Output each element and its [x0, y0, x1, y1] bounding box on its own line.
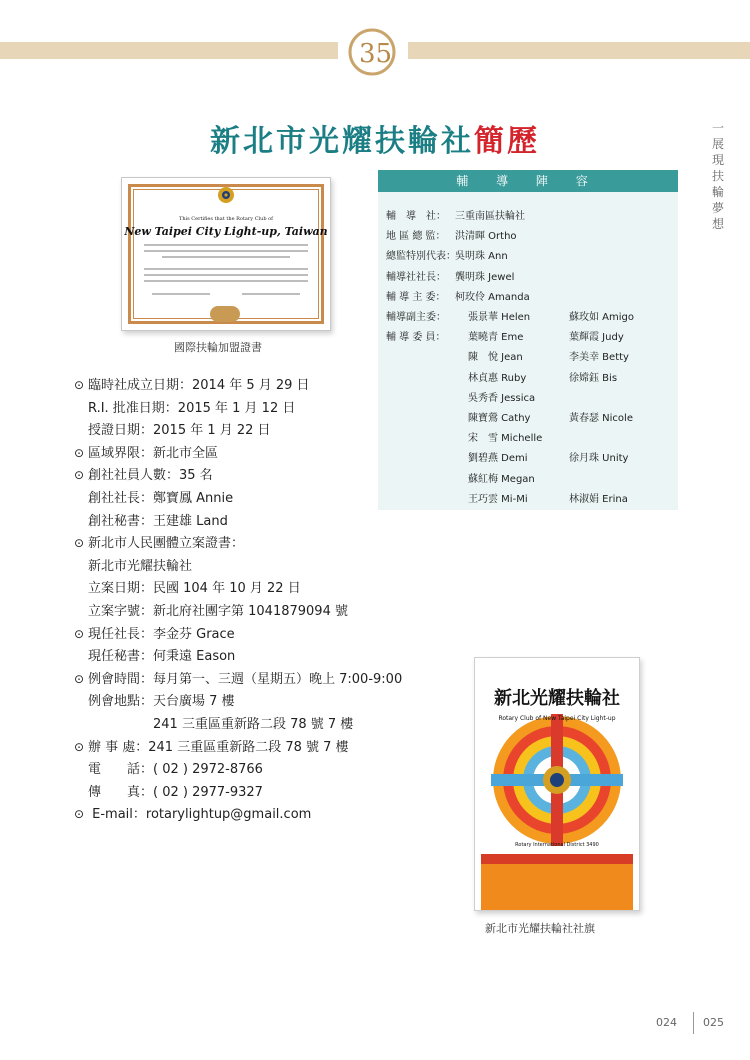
club-info-row	[74, 668, 402, 687]
club-flag-image	[474, 657, 640, 911]
advisor-name: 林貞惠 Ruby	[468, 372, 527, 384]
advisor-role-label: 輔導副主委：	[386, 312, 446, 323]
advisor-role-label: 輔導社社長：	[386, 271, 446, 283]
club-info-text: 立案字號：新北府社團字第 1041879094 號	[88, 604, 348, 619]
club-info-row	[74, 374, 310, 393]
svg-text:Rotary Club of New Taipei City: Rotary Club of New Taipei City Light-up	[498, 715, 616, 722]
advisor-name: 陳 悅 Jean	[468, 352, 523, 364]
advisor-name: 柯玫伶 Amanda	[455, 291, 530, 303]
bullet-icon: ⊙	[74, 626, 85, 641]
bullet-icon: ⊙	[74, 445, 85, 460]
advisors-heading: 輔 導 陣 容	[378, 170, 678, 192]
advisor-name: 林淑娟 Erina	[569, 493, 628, 505]
rotary-wheel-icon	[217, 186, 235, 204]
side-tab-char: 想	[711, 217, 724, 231]
anniversary-35-logo	[336, 20, 408, 82]
svg-text:Rotary International District: Rotary International District 3490	[515, 842, 599, 848]
side-tab-char: 扶	[711, 169, 724, 183]
club-info-text: 現任秘書：何秉遠 Eason	[88, 649, 236, 665]
club-info-row	[74, 736, 349, 755]
club-info-text: 立案日期：民國 104 年 10 月 22 日	[88, 581, 301, 597]
club-info-text: 創社社員人數：35 名	[88, 468, 213, 484]
header-band-left	[0, 42, 338, 59]
club-info-text: 區域界限：新北市全區	[88, 445, 219, 461]
advisor-name: 三重南區扶輪社	[455, 211, 525, 222]
advisor-name: 葉曉青 Eme	[468, 332, 524, 344]
club-info-row	[74, 442, 218, 461]
club-info-row	[74, 464, 213, 483]
bullet-icon: ⊙	[74, 536, 85, 551]
advisor-name: 蘇玫如 Amigo	[569, 312, 635, 323]
advisor-name: 陳寶鶯 Cathy	[468, 413, 531, 424]
advisor-name: 王巧雲 Mi-Mi	[468, 493, 528, 505]
club-info-row	[88, 577, 301, 596]
bullet-icon: ⊙	[74, 468, 85, 483]
header-band-right	[408, 42, 750, 59]
page-number-right: 025	[703, 1016, 724, 1029]
club-info-text: E-mail：rotarylightup@gmail.com	[88, 807, 312, 823]
advisor-role-label: 地 區 總 監：	[386, 231, 446, 243]
certificate-line1: This Certifies that the Rotary Club of	[179, 216, 273, 222]
club-info-text: 新北市人民團體立案證書：	[88, 536, 245, 552]
club-info-row	[88, 645, 235, 664]
svg-text:35: 35	[359, 39, 393, 69]
advisor-name: 張景華 Helen	[468, 312, 531, 323]
advisor-name: 黃春瑟 Nicole	[569, 413, 633, 424]
club-info-row	[88, 419, 271, 438]
bullet-icon: ⊙	[74, 378, 85, 392]
certificate-caption: 國際扶輪加盟證書	[174, 341, 262, 354]
certificate-club-name: New Taipei City Light-up, Taiwan	[124, 225, 328, 238]
rotary-certificate-image	[121, 177, 331, 331]
advisor-name: 徐嫦鈺 Bis	[569, 372, 618, 384]
club-info-row	[74, 623, 235, 642]
advisor-name: 龔明珠 Jewel	[455, 271, 515, 283]
club-info-text: 現任社長：李金芬 Grace	[88, 626, 235, 642]
club-info-text: 例會時間：每月第一、三週（星期五）晚上 7:00-9:00	[88, 671, 403, 687]
club-info-text: 新北市光耀扶輪社	[88, 558, 193, 574]
club-info-text: 創社社長：鄭寶鳳 Annie	[88, 491, 234, 506]
certificate-seal	[210, 306, 240, 322]
club-info-text: 例會地點：天台廣場 7 樓	[88, 694, 235, 710]
club-info-row	[88, 510, 228, 529]
flag-caption: 新北市光耀扶輪社社旗	[485, 922, 595, 935]
bullet-icon: ⊙	[74, 807, 85, 822]
side-tab-char: 現	[711, 153, 724, 167]
advisor-role-label: 輔 導 委 員：	[386, 332, 446, 344]
title-history: 簡歷	[474, 124, 540, 159]
advisor-name: 劉碧燕 Demi	[468, 453, 528, 465]
side-tab-char: 一	[711, 121, 724, 135]
club-info-row	[88, 713, 353, 732]
advisor-role-label: 輔 導 社：	[386, 211, 446, 222]
advisor-name: 吳秀香 Jessica	[468, 392, 536, 404]
advisor-name: 洪清暉 Ortho	[455, 231, 517, 243]
page-title	[0, 116, 750, 160]
side-tab-char: 夢	[711, 201, 724, 215]
advisor-name: 葉輝霞 Judy	[569, 332, 624, 344]
advisor-role-label: 總監特別代表：	[386, 251, 456, 263]
club-flag-graphic	[475, 658, 639, 910]
club-info-text: 傳 真：( 02 ) 2977-9327	[88, 784, 263, 800]
page-number-divider	[693, 1012, 694, 1034]
club-info-text: 241 三重區重新路二段 78 號 7 樓	[88, 717, 354, 732]
club-info-text: 創社秘書：王建雄 Land	[88, 513, 228, 529]
side-tab-char: 輪	[711, 185, 724, 199]
club-info-row	[88, 690, 235, 709]
advisor-name: 宋 雪 Michelle	[468, 433, 543, 445]
side-tab-char: 展	[711, 137, 724, 151]
bullet-icon: ⊙	[74, 739, 85, 754]
advisor-role-label: 輔 導 主 委：	[386, 291, 446, 303]
advisor-name: 蘇紅梅 Megan	[468, 473, 535, 485]
club-info-row	[88, 397, 295, 416]
svg-text:新北光耀扶輪社: 新北光耀扶輪社	[494, 688, 620, 709]
advisor-name: 徐月珠 Unity	[569, 453, 629, 465]
club-info-row	[88, 555, 192, 574]
club-info-row	[88, 781, 263, 800]
club-info-row	[88, 600, 348, 619]
club-info-text: R.I. 批准日期：2015 年 1 月 12 日	[88, 400, 296, 416]
club-info-row	[88, 758, 263, 777]
page-number-left: 024	[656, 1016, 677, 1029]
advisor-name: 李美幸 Betty	[569, 352, 629, 364]
club-info-row	[74, 803, 311, 822]
bullet-icon: ⊙	[74, 671, 85, 686]
club-info-text: 辦 事 處：241 三重區重新路二段 78 號 7 樓	[88, 739, 349, 755]
club-info-text: 電 話：( 02 ) 2972-8766	[88, 762, 263, 778]
club-info-text: 授證日期：2015 年 1 月 22 日	[88, 423, 271, 439]
club-info-row	[74, 532, 244, 551]
club-info-text: 臨時社成立日期：2014 年 5 月 29 日	[88, 378, 310, 393]
advisor-name: 吳明珠 Ann	[455, 251, 508, 263]
title-club-name: 新北市光耀扶輪社	[210, 124, 474, 159]
club-info-row	[88, 487, 233, 506]
